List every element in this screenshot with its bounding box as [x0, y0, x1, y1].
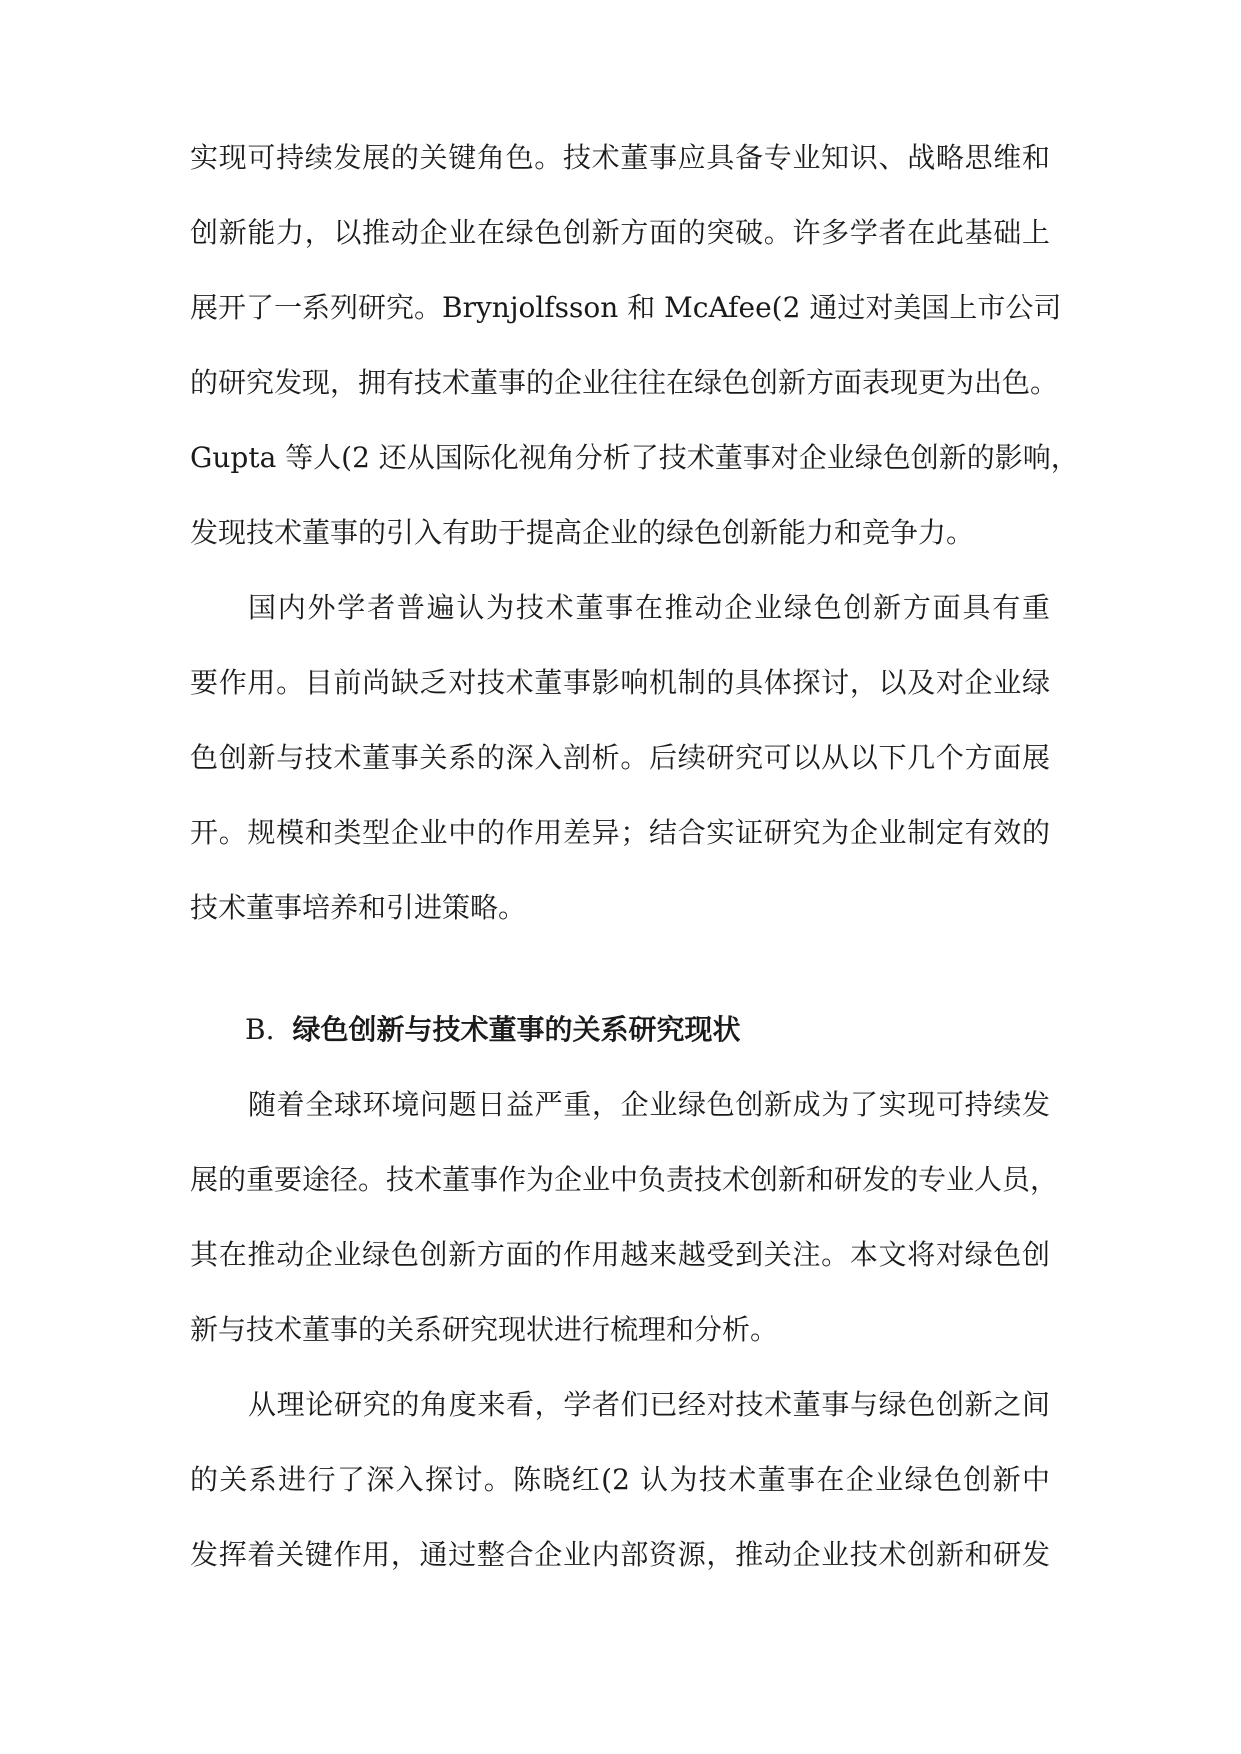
paragraph-1-line-1: 实现可持续发展的关键角色。技术董事应具备专业知识、战略思维和	[190, 141, 1050, 174]
paragraph-1-line-6: 发现技术董事的引入有助于提高企业的绿色创新能力和竞争力。	[190, 516, 975, 549]
section-heading-title: 绿色创新与技术董事的关系研究现状	[292, 1013, 741, 1046]
paragraph-4-line-1: 从理论研究的角度来看，学者们已经对技术董事与绿色创新之间	[248, 1388, 1050, 1421]
paragraph-4-line-2: 的关系进行了深入探讨。陈晓红(2 认为技术董事在企业绿色创新中	[190, 1463, 1050, 1496]
paragraph-2-line-2: 要作用。目前尚缺乏对技术董事影响机制的具体探讨，以及对企业绿	[190, 666, 1050, 699]
section-heading	[245, 1010, 741, 1050]
paragraph-3-line-3: 其在推动企业绿色创新方面的作用越来越受到关注。本文将对绿色创	[190, 1238, 1050, 1271]
paragraph-4-line-3: 发挥着关键作用，通过整合企业内部资源，推动企业技术创新和研发	[190, 1538, 1050, 1571]
paragraph-2-line-3: 色创新与技术董事关系的深入剖析。后续研究可以从以下几个方面展	[190, 741, 1050, 774]
paragraph-3-line-2: 展的重要途径。技术董事作为企业中负责技术创新和研发的专业人员，	[190, 1163, 1059, 1196]
paragraph-2-line-1: 国内外学者普遍认为技术董事在推动企业绿色创新方面具有重	[248, 591, 1050, 624]
paragraph-1-line-3: 展开了一系列研究。Brynjolfsson 和 McAfee(2 通过对美国上市公司	[190, 291, 1062, 324]
paragraph-1-line-5: Gupta 等人(2 还从国际化视角分析了技术董事对企业绿色创新的影响，	[190, 441, 1079, 474]
paragraph-2-line-5: 技术董事培养和引进策略。	[190, 891, 527, 924]
paragraph-1-line-4: 的研究发现，拥有技术董事的企业往往在绿色创新方面表现更为出色。	[190, 366, 1059, 399]
paragraph-2-line-4: 开。规模和类型企业中的作用差异；结合实证研究为企业制定有效的	[190, 816, 1050, 849]
paragraph-1-line-2: 创新能力，以推动企业在绿色创新方面的突破。许多学者在此基础上	[190, 216, 1050, 249]
paragraph-3-line-1: 随着全球环境问题日益严重，企业绿色创新成为了实现可持续发	[248, 1088, 1050, 1121]
section-heading-marker: B.	[245, 1013, 275, 1046]
paragraph-3-line-4: 新与技术董事的关系研究现状进行梳理和分析。	[190, 1313, 779, 1346]
